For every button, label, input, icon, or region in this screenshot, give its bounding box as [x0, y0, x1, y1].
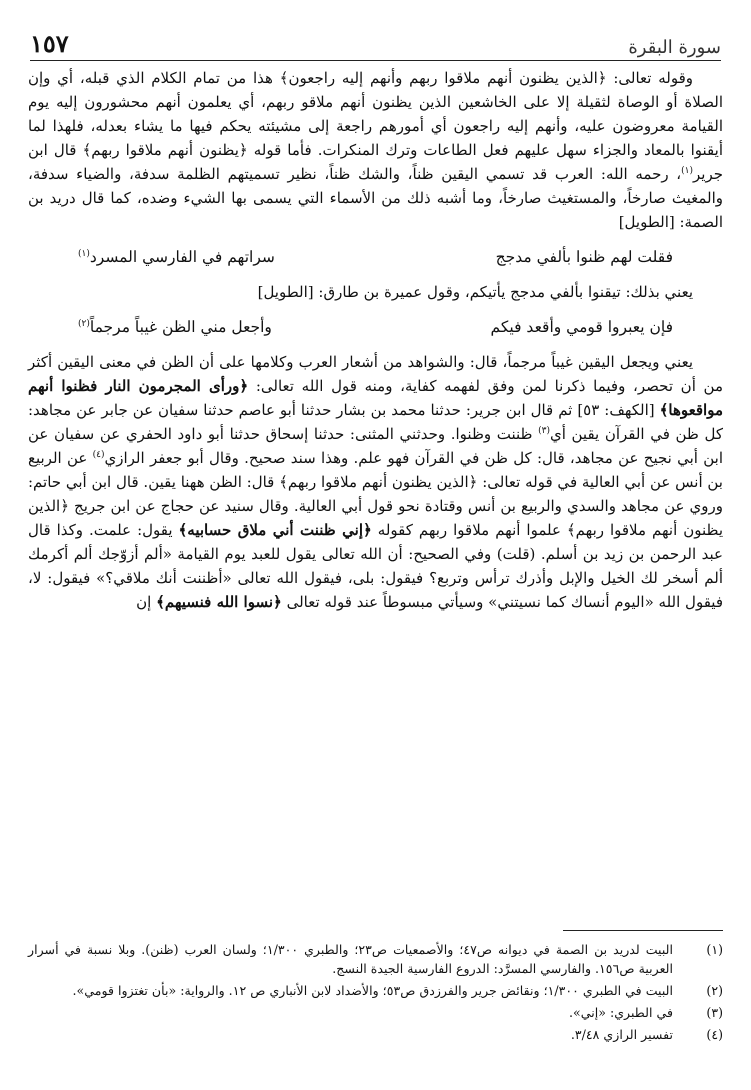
- footnote: [28, 1003, 723, 1022]
- footnote-divider: [563, 930, 723, 931]
- footnote-ref-verse-2: (٢): [78, 318, 90, 329]
- footnote-ref-verse-1: (١): [78, 248, 90, 259]
- paragraph-3-part-d: عن الربيع بن أنس عن أبي العالية في قوله تعالى: ﴿الذين يظنون أنهم ملاقوا ربهم﴾ قال: الظن ههنا يقين. قال ابن أبي حاتم: وروي عن مجاهد والسدي والربيع بن أنس وقتادة نحو قول أبي العالية. وقال سنيد عن حجاج عن ابن جريج ﴿الذين يظنون أنهم ملاقوا ربهم﴾ علموا أنهم ملاقوا ربهم كقوله: [28, 449, 723, 539]
- paragraph-3-part-a: يعني ويجعل اليقين غيباً مرجماً، قال: والشواهد من أشعار العرب وكلامها على أن الظن في معنى اليقين أكثر من أن تحصر، وفيما ذكرنا لمن وفق لفهمه كفاية، ومنه قول الله تعالى:: [28, 353, 724, 395]
- footnote: [28, 940, 723, 978]
- main-text: [28, 66, 723, 614]
- footnote-text: في الطبري: «إني».: [569, 1005, 673, 1020]
- paragraph-1: [28, 66, 723, 234]
- footnote: [28, 1025, 723, 1044]
- footnote-number: (٣): [706, 1005, 723, 1020]
- surah-title: سورة البقرة: [628, 37, 721, 58]
- paragraph-3-part-c: ظننت وظنوا. وحدثني المثنى: حدثنا إسحاق حدثنا أبو داود الحفري عن سفيان عن ابن أبي نجيح عن مجاهد، قال: كل ظن في القرآن فهو علم. وهذا سند صحيح. وقال أبو جعفر الرازي: [28, 425, 723, 467]
- verse-2-hemistich-2-text: وأجعل مني الظن غيباً مرجماً: [89, 318, 272, 336]
- paragraph-1-tail: ، رحمه الله: العرب قد تسمي اليقين ظناً، والشك ظناً، نظير تسميتهم الظلمة سدفة، والضياء سدفة، والمغيث صارخاً، والمستغيث صارخاً، وما أشبه ذلك من الأسماء التي يسمى بها الشيء وضده، كما قال دريد بن الصمة: [الطويل]: [28, 165, 723, 231]
- paragraph-1-text: وقوله تعالى: ﴿الذين يظنون أنهم ملاقوا ربهم وأنهم إليه راجعون﴾ هذا من تمام الكلام الذي قبله، أي وإن الصلاة أو الوصاة لثقيلة إلا على الخاشعين الذين يظنون أنهم ملاقو ربهم، أي يعلمون أنهم محشورون إليه يوم القيامة معروضون عليه، وأنهم إليه راجعون أي أمورهم راجعة إلى مشيئته يحكم فيها ما يشاء بعدله، فلهذا لما أيقنوا بالمعاد والجزاء سهل عليهم فعل الطاعات وترك المنكرات. فأما قوله ﴿يظنون أنهم ملاقوا ربهم﴾ قال ابن جرير: [28, 69, 723, 183]
- quran-quote-kahf: ﴿ورأى المجرمون النار فظنوا أنهم مواقعوها﴾: [28, 377, 723, 419]
- paragraph-3: [28, 350, 723, 614]
- footnote-text: تفسير الرازي ٣/٤٨.: [570, 1027, 673, 1042]
- footnote-text: البيت لدريد بن الصمة في ديوانه ص٤٧؛ والأصمعيات ص٢٣؛ والطبري ١/٣٠٠؛ ولسان العرب (ظنن). وبلا نسبة في أسرار العربية ص١٥٦. والفارسي المسرَّد: الدروع الفارسية الجيدة النسج.: [28, 942, 673, 976]
- verse-1-hemistich-2-text: سراتهم في الفارسي المسرد: [89, 248, 275, 266]
- paragraph-3-part-b: [الكهف: ٥٣] ثم قال ابن جرير: حدثنا محمد بن بشار حدثنا أبو عاصم حدثنا سفيان عن جابر عن مجاهد: كل ظن في القرآن يقين أي: [28, 401, 723, 443]
- verse-1-hemistich-2: [78, 245, 275, 269]
- paragraph-3-part-e: يقول: علمت. وكذا قال عبد الرحمن بن زيد بن أسلم. (قلت) وفي الصحيح: أن الله تعالى يقول للعبد يوم القيامة «ألم أزوّجك ألم أكرمك ألم أسخر لك الخيل والإبل وأذرك ترأس وتربع؟ فيقول: بلى، فيقول الله تعالى «أظننت أنك ملاقي؟» فيقول: لا، فيقول الله «اليوم أنساك كما نسيتني» وسيأتي مبسوطاً عند قوله تعالى: [28, 521, 723, 611]
- poem-verse-2: [78, 313, 673, 341]
- footnote-number: (٤): [706, 1027, 723, 1042]
- paragraph-3-part-f: إن: [136, 593, 157, 611]
- footnote: [28, 981, 723, 1000]
- quran-quote-tawba: ﴿نسوا الله فنسيهم﴾: [156, 593, 282, 611]
- verse-2-hemistich-2: [78, 315, 272, 339]
- quran-quote-haqqa: ﴿إني ظننت أني ملاق حسابيه﴾: [178, 521, 372, 539]
- page-header: [30, 28, 721, 61]
- poem-verse-1: [78, 243, 673, 271]
- footnote-number: (٢): [706, 983, 723, 998]
- paragraph-2: يعني بذلك: تيقنوا بألفي مدجج يأتيكم، وقول عميرة بن طارق: [الطويل]: [257, 283, 693, 301]
- verse-1-hemistich-1: فقلت لهم ظنوا بألفي مدجج: [495, 248, 673, 266]
- footnotes: [28, 940, 723, 1047]
- footnote-text: البيت في الطبري ١/٣٠٠؛ ونقائض جرير والفرزدق ص٥٣؛ والأضداد لابن الأنباري ص ١٢. والرواية: «بأن تغتزوا قومي».: [72, 983, 673, 998]
- footnote-ref-4: (٤): [92, 450, 105, 460]
- footnote-number: (١): [706, 942, 723, 957]
- footnote-ref-3: (٣): [538, 426, 550, 436]
- footnote-ref-1: (١): [681, 166, 693, 176]
- verse-2-hemistich-1: فإن يعبروا قومي وأقعد فيكم: [490, 318, 673, 336]
- page-number: ١٥٧: [30, 29, 69, 58]
